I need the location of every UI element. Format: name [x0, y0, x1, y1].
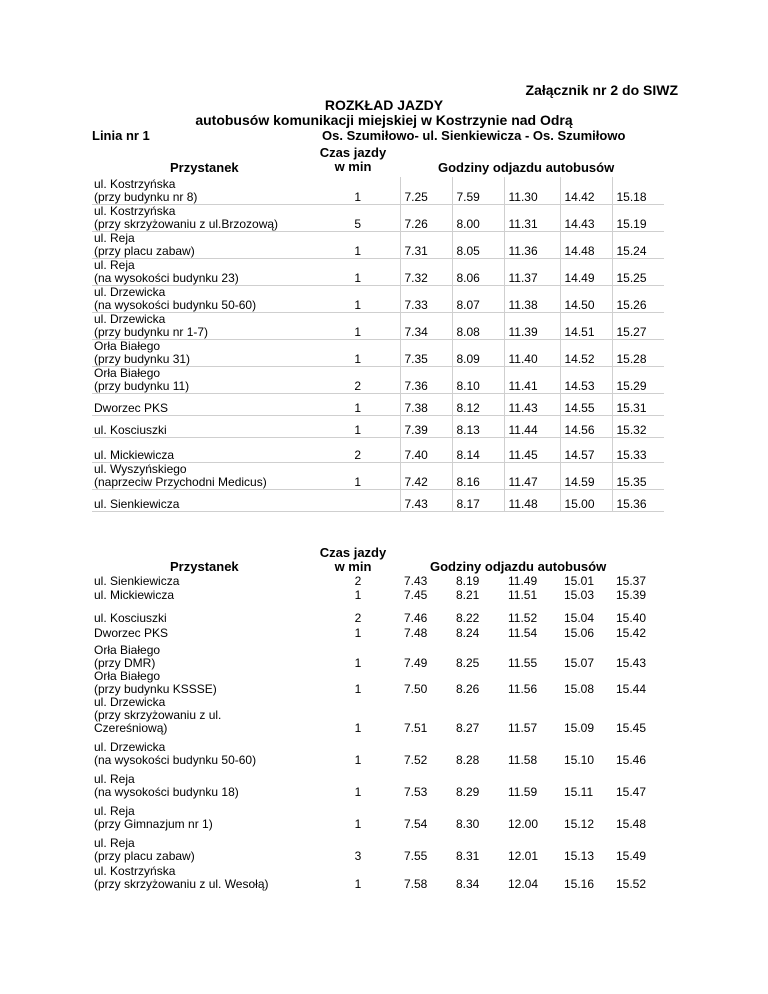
table-row — [92, 799, 664, 831]
departure-time: 8.08 — [452, 312, 504, 339]
table2-time-header-line1: Czas jazdy — [319, 545, 387, 560]
departure-time: 12.04 — [508, 877, 539, 891]
table-row — [92, 437, 664, 462]
departure-time: 15.49 — [616, 849, 647, 863]
departure-time: 7.36 — [400, 366, 452, 393]
departure-time: 14.49 — [560, 258, 612, 285]
departure-time: 8.05 — [452, 231, 504, 258]
departure-time: 8.31 — [456, 849, 480, 863]
stop-name-line: ul. Kostrzyńska — [94, 864, 176, 878]
departure-time: 7.52 — [404, 753, 428, 767]
stop-name — [92, 285, 320, 312]
departure-time: 11.37 — [504, 258, 560, 285]
travel-minutes: 5 — [320, 204, 400, 231]
travel-minutes: 2 — [354, 574, 362, 588]
departure-time: 11.54 — [508, 626, 538, 640]
departure-time: 14.48 — [560, 231, 612, 258]
departure-time: 8.29 — [456, 785, 480, 799]
departure-time: 15.45 — [616, 721, 647, 735]
departure-time: 11.51 — [508, 588, 538, 602]
annex-label: Załącznik nr 2 do SIWZ — [525, 82, 678, 98]
departure-time: 8.16 — [452, 462, 504, 489]
table1-time-header-line1: Czas jazdy — [319, 145, 387, 160]
departure-time: 8.27 — [456, 721, 480, 735]
stop-name-line: (przy budynku nr 8) — [94, 189, 198, 204]
departure-time: 15.27 — [612, 312, 664, 339]
departure-time: 15.00 — [560, 489, 612, 511]
stop-name-line: (przy skrzyżowaniu z ul. — [94, 708, 222, 722]
stop-name — [92, 231, 320, 258]
travel-minutes: 1 — [354, 656, 362, 670]
departure-time: 7.48 — [404, 626, 428, 640]
departure-time: 15.25 — [612, 258, 664, 285]
departure-time: 7.55 — [404, 849, 428, 863]
table-row — [92, 489, 664, 511]
travel-minutes: 1 — [320, 415, 400, 437]
stop-name — [92, 393, 320, 415]
stop-name — [92, 204, 320, 231]
stop-name-line: ul. Sienkiewicza — [94, 574, 180, 588]
departure-time: 15.52 — [616, 877, 647, 891]
table-row — [92, 231, 664, 258]
table2-departures-header: Godziny odjazdu autobusów — [430, 559, 607, 574]
departure-time: 11.52 — [508, 611, 538, 625]
table-row — [92, 339, 664, 366]
departure-time: 15.29 — [612, 366, 664, 393]
stop-name — [92, 670, 320, 696]
departure-time: 8.24 — [456, 626, 480, 640]
departure-time: 15.31 — [612, 393, 664, 415]
table-row — [92, 767, 664, 799]
stop-name — [92, 437, 320, 462]
stop-name-line: Dworzec PKS — [94, 626, 169, 640]
travel-minutes: 1 — [354, 721, 362, 735]
table-row — [92, 462, 664, 489]
departure-time: 7.46 — [404, 611, 428, 625]
departure-time: 15.28 — [612, 339, 664, 366]
stop-name — [92, 177, 320, 204]
departure-time: 14.55 — [560, 393, 612, 415]
table-row — [92, 177, 664, 204]
travel-minutes — [320, 489, 400, 511]
departure-time: 7.34 — [400, 312, 452, 339]
table-row — [92, 574, 664, 588]
departure-time: 11.48 — [504, 489, 560, 511]
stop-name-line: Orła Białego — [94, 643, 161, 657]
departure-time: 11.49 — [508, 574, 538, 588]
stop-name — [92, 696, 320, 735]
table1-stop-header: Przystanek — [170, 160, 239, 175]
departure-time: 15.26 — [612, 285, 664, 312]
departure-time: 7.31 — [400, 231, 452, 258]
table2-time-header — [316, 546, 390, 574]
travel-minutes: 1 — [354, 785, 362, 799]
departure-time: 8.14 — [452, 437, 504, 462]
table-row — [92, 602, 664, 625]
table-row — [92, 285, 664, 312]
departure-time: 7.25 — [400, 177, 452, 204]
departure-time: 11.45 — [504, 437, 560, 462]
stop-name — [92, 799, 320, 831]
departure-time: 15.40 — [616, 611, 647, 625]
stop-name — [92, 735, 320, 767]
departure-time: 15.03 — [564, 588, 595, 602]
stop-name-line: ul. Kostrzyńska — [94, 203, 176, 218]
stop-name-line: Orła Białego — [94, 338, 161, 353]
departure-time: 15.01 — [564, 574, 595, 588]
departure-time: 11.30 — [504, 177, 560, 204]
travel-minutes: 1 — [320, 312, 400, 339]
departure-time: 7.50 — [404, 682, 428, 696]
stop-name-line: (przy placu zabaw) — [94, 849, 195, 863]
line-label: Linia nr 1 — [92, 128, 150, 143]
table-row — [92, 863, 664, 891]
departure-time: 15.42 — [616, 626, 647, 640]
table-row — [92, 670, 664, 696]
stop-name-line: ul. Kosciuszki — [94, 422, 167, 437]
stop-name-line: ul. Kostrzyńska — [94, 176, 176, 191]
table-row — [92, 366, 664, 393]
stop-name-line: Orła Białego — [94, 365, 161, 380]
departure-time: 11.47 — [504, 462, 560, 489]
table-row — [92, 393, 664, 415]
travel-minutes: 1 — [354, 682, 362, 696]
departure-time: 11.55 — [508, 656, 538, 670]
stop-name-line: (przy budynku 11) — [94, 378, 190, 393]
table1-departures-header: Godziny odjazdu autobusów — [438, 160, 615, 175]
departure-time: 11.59 — [508, 785, 538, 799]
schedule-subtitle: autobusów komunikacji miejskiej w Kostrzynie nad Odrą — [195, 112, 573, 128]
travel-minutes: 1 — [320, 339, 400, 366]
departure-time: 15.18 — [612, 177, 664, 204]
stop-name — [92, 339, 320, 366]
table-row — [92, 258, 664, 285]
stop-name — [92, 640, 320, 670]
stop-name — [92, 863, 320, 891]
departure-time: 15.24 — [612, 231, 664, 258]
departure-time: 15.32 — [612, 415, 664, 437]
departure-time: 15.13 — [564, 849, 595, 863]
departure-time: 15.46 — [616, 753, 647, 767]
table-row — [92, 640, 664, 670]
departure-time: 11.58 — [508, 753, 538, 767]
departure-time: 11.39 — [504, 312, 560, 339]
travel-minutes: 2 — [354, 611, 362, 625]
timetable-outbound — [92, 177, 664, 512]
departure-time: 11.57 — [508, 721, 538, 735]
table2-stop-header: Przystanek — [170, 559, 239, 574]
departure-time: 14.56 — [560, 415, 612, 437]
departure-time: 7.33 — [400, 285, 452, 312]
stop-name-line: (na wysokości budynku 18) — [94, 785, 239, 799]
stop-name-line: ul. Reja — [94, 804, 135, 818]
stop-name-line: ul. Kosciuszki — [94, 611, 167, 625]
departure-time: 11.44 — [504, 415, 560, 437]
timetable-return — [92, 574, 664, 891]
travel-minutes: 1 — [320, 285, 400, 312]
departure-time: 7.40 — [400, 437, 452, 462]
table-row — [92, 696, 664, 735]
stop-name-line: ul. Reja — [94, 772, 135, 786]
stop-name — [92, 312, 320, 339]
departure-time: 8.25 — [456, 656, 480, 670]
departure-time: 11.43 — [504, 393, 560, 415]
departure-time: 8.13 — [452, 415, 504, 437]
departure-time: 8.07 — [452, 285, 504, 312]
table1-time-header-line2: w min — [334, 159, 372, 174]
stop-name — [92, 831, 320, 863]
travel-minutes: 1 — [320, 462, 400, 489]
departure-time: 8.09 — [452, 339, 504, 366]
departure-time: 15.10 — [564, 753, 595, 767]
departure-time: 7.49 — [404, 656, 428, 670]
stop-name — [92, 415, 320, 437]
stop-name — [92, 767, 320, 799]
departure-time: 8.22 — [456, 611, 480, 625]
schedule-title: ROZKŁAD JAZDY — [324, 97, 444, 113]
departure-time: 15.35 — [612, 462, 664, 489]
departure-time: 15.33 — [612, 437, 664, 462]
stop-name-line: (na wysokości budynku 50-60) — [94, 297, 257, 312]
departure-time: 8.19 — [456, 574, 480, 588]
departure-time: 15.07 — [564, 656, 595, 670]
table-row — [92, 312, 664, 339]
table-row — [92, 415, 664, 437]
table2-time-header-line2: w min — [334, 559, 372, 574]
departure-time: 15.11 — [564, 785, 594, 799]
stop-name — [92, 602, 320, 625]
stop-name-line: ul. Drzewicka — [94, 740, 166, 754]
departure-time: 7.35 — [400, 339, 452, 366]
stop-name — [92, 574, 320, 588]
departure-time: 14.50 — [560, 285, 612, 312]
stop-name — [92, 258, 320, 285]
departure-time: 15.04 — [564, 611, 595, 625]
stop-name-line: ul. Drzewicka — [94, 284, 166, 299]
stop-name-line: (przy skrzyżowaniu z ul.Brzozową) — [94, 216, 279, 231]
stop-name-line: ul. Mickiewicza — [94, 588, 175, 602]
stop-name-line: ul. Reja — [94, 836, 135, 850]
travel-minutes: 1 — [354, 753, 362, 767]
departure-time: 15.47 — [616, 785, 647, 799]
departure-time: 7.39 — [400, 415, 452, 437]
departure-time: 7.59 — [452, 177, 504, 204]
stop-name-line: (przy budynku KSSSE) — [94, 682, 217, 696]
departure-time: 7.51 — [404, 721, 428, 735]
table-row — [92, 735, 664, 767]
departure-time: 7.45 — [404, 588, 428, 602]
stop-name — [92, 588, 320, 602]
departure-time: 11.36 — [504, 231, 560, 258]
stop-name-line: Czereśniową) — [94, 721, 168, 735]
stop-name-line: ul. Drzewicka — [94, 311, 166, 326]
stop-name-line: (przy Gimnazjum nr 1) — [94, 817, 213, 831]
departure-time: 7.38 — [400, 393, 452, 415]
travel-minutes: 2 — [320, 366, 400, 393]
departure-time: 15.09 — [564, 721, 595, 735]
departure-time: 8.12 — [452, 393, 504, 415]
travel-minutes: 1 — [354, 588, 362, 602]
departure-time: 7.43 — [404, 574, 428, 588]
stop-name — [92, 462, 320, 489]
departure-time: 15.36 — [612, 489, 664, 511]
stop-name — [92, 625, 320, 640]
departure-time: 15.48 — [616, 817, 647, 831]
stop-name-line: (przy budynku 31) — [94, 351, 191, 366]
departure-time: 7.54 — [404, 817, 428, 831]
departure-time: 8.30 — [456, 817, 480, 831]
stop-name-line: ul. Drzewicka — [94, 695, 166, 709]
table-row — [92, 831, 664, 863]
travel-minutes: 1 — [354, 626, 362, 640]
departure-time: 14.59 — [560, 462, 612, 489]
departure-time: 7.43 — [400, 489, 452, 511]
stop-name-line: (na wysokości budynku 23) — [94, 270, 239, 285]
departure-time: 8.00 — [452, 204, 504, 231]
departure-time: 15.37 — [616, 574, 647, 588]
departure-time: 14.51 — [560, 312, 612, 339]
departure-time: 7.26 — [400, 204, 452, 231]
stop-name-line: Dworzec PKS — [94, 400, 169, 415]
departure-time: 8.06 — [452, 258, 504, 285]
stop-name-line: (przy skrzyżowaniu z ul. Wesołą) — [94, 877, 269, 891]
stop-name-line: ul. Sienkiewicza — [94, 496, 180, 511]
departure-time: 14.43 — [560, 204, 612, 231]
stop-name-line: Orła Białego — [94, 669, 161, 683]
stop-name-line: (naprzeciw Przychodni Medicus) — [94, 474, 267, 489]
departure-time: 8.21 — [456, 588, 480, 602]
departure-time: 15.39 — [616, 588, 647, 602]
departure-time: 7.53 — [404, 785, 428, 799]
departure-time: 8.17 — [452, 489, 504, 511]
stop-name-line: (przy budynku nr 1-7) — [94, 324, 209, 339]
departure-time: 15.44 — [616, 682, 647, 696]
departure-time: 7.42 — [400, 462, 452, 489]
departure-time: 12.00 — [508, 817, 539, 831]
table1-time-header — [316, 146, 390, 174]
stop-name-line: (na wysokości budynku 50-60) — [94, 753, 257, 767]
departure-time: 15.08 — [564, 682, 595, 696]
departure-time: 11.56 — [508, 682, 538, 696]
table-row — [92, 204, 664, 231]
travel-minutes: 1 — [354, 817, 362, 831]
stop-name-line: (przy DMR) — [94, 656, 156, 670]
travel-minutes: 2 — [320, 437, 400, 462]
departure-time: 15.06 — [564, 626, 595, 640]
departure-time: 11.40 — [504, 339, 560, 366]
departure-time: 14.53 — [560, 366, 612, 393]
travel-minutes: 1 — [320, 393, 400, 415]
travel-minutes: 1 — [320, 258, 400, 285]
departure-time: 15.16 — [564, 877, 595, 891]
stop-name-line: ul. Wyszyńskiego — [94, 461, 187, 476]
departure-time: 8.34 — [456, 877, 480, 891]
departure-time: 8.28 — [456, 753, 480, 767]
departure-time: 7.32 — [400, 258, 452, 285]
departure-time: 15.43 — [616, 656, 647, 670]
departure-time: 8.10 — [452, 366, 504, 393]
departure-time: 15.19 — [612, 204, 664, 231]
travel-minutes: 1 — [354, 877, 362, 891]
departure-time: 14.42 — [560, 177, 612, 204]
departure-time: 14.57 — [560, 437, 612, 462]
table-row — [92, 588, 664, 602]
stop-name — [92, 489, 320, 511]
departure-time: 15.12 — [564, 817, 595, 831]
stop-name — [92, 366, 320, 393]
departure-time: 11.38 — [504, 285, 560, 312]
departure-time: 8.26 — [456, 682, 480, 696]
travel-minutes: 1 — [320, 231, 400, 258]
stop-name-line: ul. Reja — [94, 230, 135, 245]
departure-time: 12.01 — [508, 849, 539, 863]
stop-name-line: (przy placu zabaw) — [94, 243, 195, 258]
table-row — [92, 625, 664, 640]
stop-name-line: ul. Mickiewicza — [94, 447, 175, 462]
departure-time: 11.31 — [504, 204, 560, 231]
travel-minutes: 1 — [320, 177, 400, 204]
departure-time: 11.41 — [504, 366, 560, 393]
departure-time: 7.58 — [404, 877, 428, 891]
route-label: Os. Szumiłowo- ul. Sienkiewicza - Os. Szumiłowo — [322, 128, 626, 143]
departure-time: 14.52 — [560, 339, 612, 366]
stop-name-line: ul. Reja — [94, 257, 135, 272]
travel-minutes: 3 — [354, 849, 362, 863]
